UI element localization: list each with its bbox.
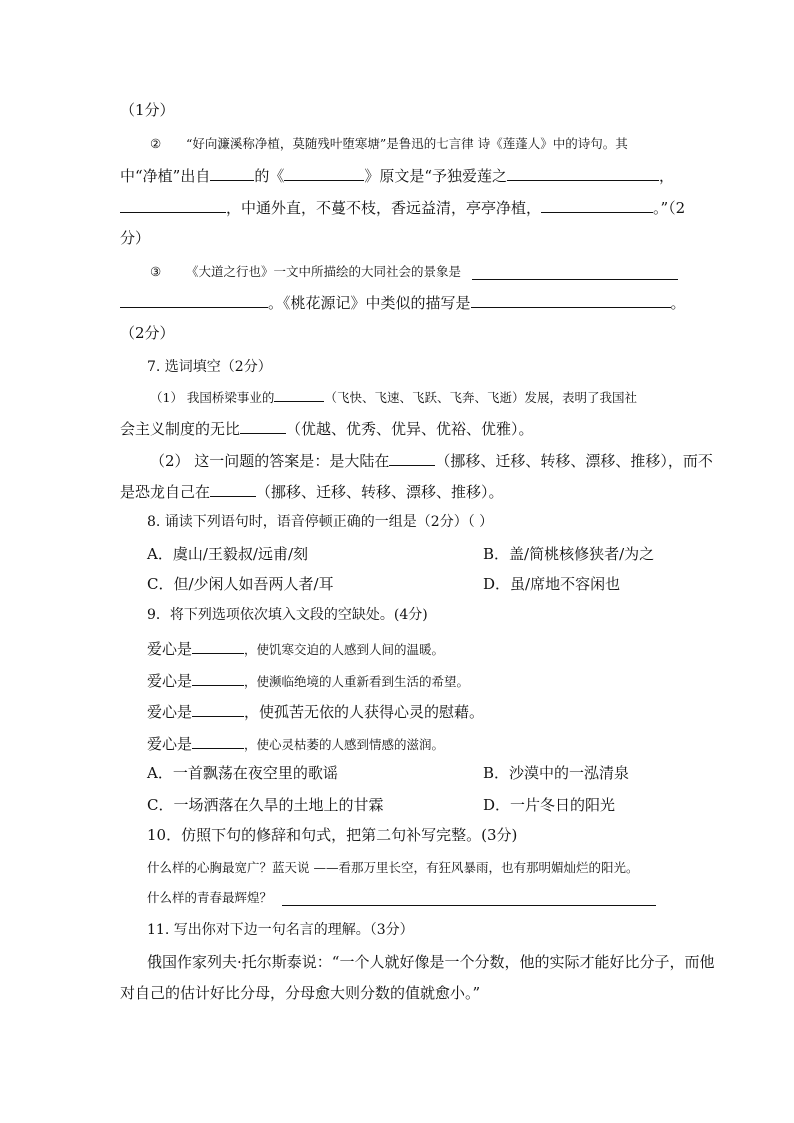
fill-blank[interactable] bbox=[240, 418, 286, 434]
fill-blank[interactable] bbox=[284, 165, 364, 181]
option-b[interactable]: B．盖/简桃核修狭者/为之 bbox=[483, 545, 655, 563]
circled-number: ② bbox=[150, 136, 162, 151]
option-c[interactable]: C．但/少闲人如吾两人者/耳 bbox=[147, 575, 334, 593]
fill-blank[interactable] bbox=[471, 292, 671, 308]
exam-page: （1分） ② “好向濂溪称净植，莫随残叶堕寒塘”是鲁迅的七言律 诗《莲蓬人》中的诗句。其 中“净植”出自 的《 》原文是“予独爱莲之 ， ，中通外直，不蔓不枝，香远益清，亭亭净植， 。”（2 分） ③ 《大道之行也》一文中所描绘的大同社会的景象是 。《桃花源记》中类似的描写是 。 （2分） 7. 选词填空（2分） （1） 我国桥梁事业的 （飞快、飞速、飞跃、飞奔、飞逝）发展，表明了我国社 会主义制度的无比 （优越、优秀、优异、优裕、优雅）。 （2） 这一问题的答案是：是大陆在 （挪移、迁移、转移、漂移、推移），而不 是恐龙自己在 （挪移、迁移、转移、漂移、推移）。 8. 诵读下列语句时，语音停顿正确的一组是（2分）（ ） A．虞山/王毅叔/远甫/刻 B．盖/简桃核修狭者/为之 C．但/少闲人如吾两人者/耳 D．虽/席地不容闲也 9．将下列选项依次填入文段的空缺处。(4分) 爱心是 ，使饥寒交迫的人感到人间的温暖。 爱心是 ，使濒临绝境的人重新看到生活的希望。 爱心是 ，使孤苦无依的人获得心灵的慰藉。 爱心是 ，使心灵枯萎的人感到情感的滋润。 A．一首飘荡在夜空里的歌谣 B．沙漠中的一泓清泉 C．一场洒落在久旱的土地上的甘霖 D．一片冬日的阳光 10．仿照下句的修辞和句式，把第二句补写完整。(3分) 什么样的心胸最宽广？蓝天说 ——看那万里长空，有狂风暴雨，也有那明媚灿烂的阳光。 什么样的青春最辉煌？ 11. 写出你对下边一句名言的理解。（3分） 俄国作家列夫·托尔斯泰说：“一个人就好像是一个分数，他的实际才能好比分子，而他 对自己的估计好比分母，分母愈大则分数的值就愈小。” bbox=[120, 101, 715, 1002]
fill-blank[interactable] bbox=[210, 481, 256, 497]
fill-blank[interactable] bbox=[472, 264, 678, 280]
option-d[interactable]: D．一片冬日的阳光 bbox=[483, 796, 616, 814]
option-a[interactable]: A．一首飘荡在夜空里的歌谣 bbox=[147, 764, 338, 782]
option-d[interactable]: D．虽/席地不容闲也 bbox=[483, 575, 621, 593]
fill-blank[interactable] bbox=[210, 165, 254, 181]
option-c[interactable]: C．一场洒落在久旱的土地上的甘霖 bbox=[147, 796, 384, 814]
fill-blank[interactable] bbox=[389, 450, 435, 466]
fill-blank[interactable] bbox=[192, 733, 244, 749]
fill-blank[interactable] bbox=[507, 165, 659, 181]
fill-blank[interactable] bbox=[192, 670, 244, 686]
fill-blank[interactable] bbox=[192, 638, 244, 654]
fill-blank[interactable] bbox=[120, 292, 268, 308]
circled-number: ③ bbox=[150, 264, 162, 279]
option-b[interactable]: B．沙漠中的一泓清泉 bbox=[483, 764, 630, 782]
option-a[interactable]: A．虞山/王毅叔/远甫/刻 bbox=[147, 545, 308, 563]
fill-blank[interactable] bbox=[274, 389, 324, 402]
fill-blank[interactable] bbox=[541, 197, 653, 213]
fill-blank[interactable] bbox=[192, 701, 244, 717]
answer-line[interactable] bbox=[282, 890, 656, 906]
fill-blank[interactable] bbox=[120, 197, 226, 213]
